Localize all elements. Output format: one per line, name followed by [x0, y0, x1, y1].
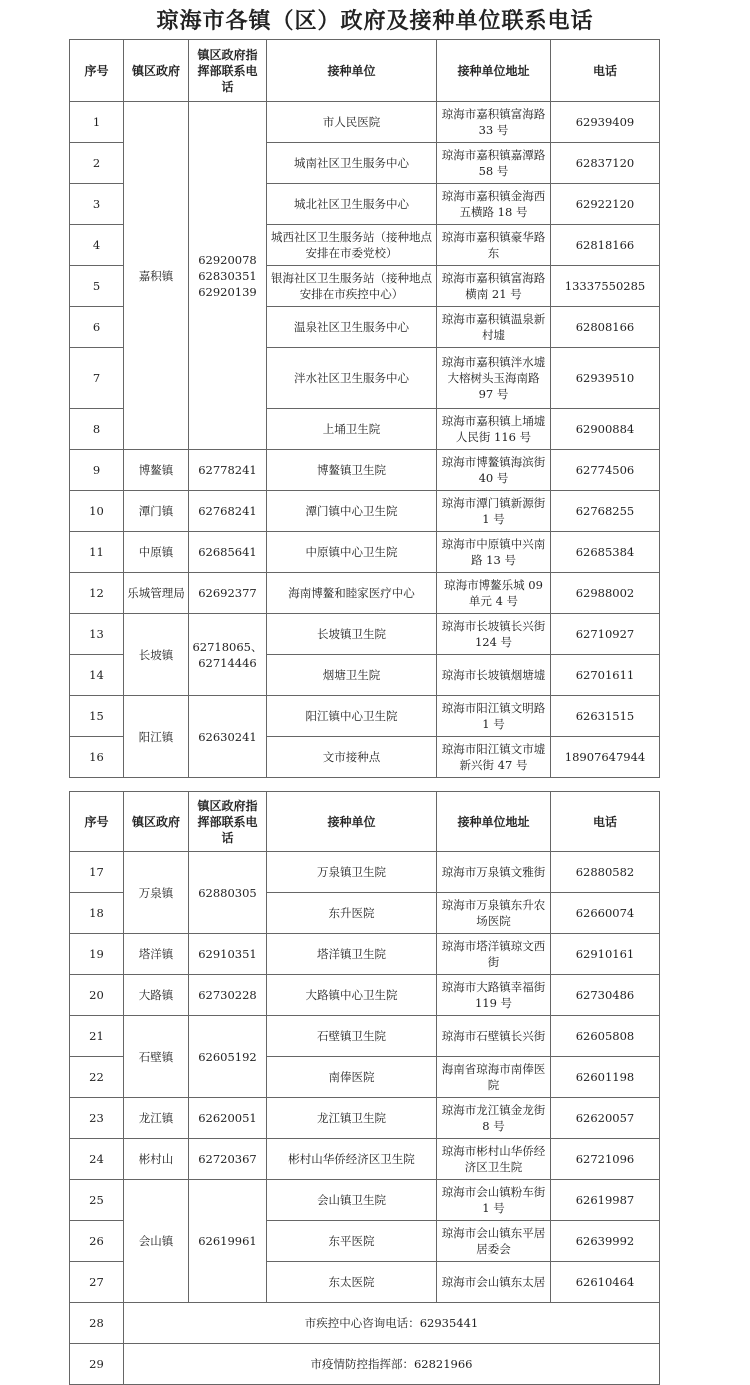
seq-cell: 23	[70, 1098, 124, 1139]
table-row	[70, 1098, 660, 1139]
unit-cell: 银海社区卫生服务站（接种地点安排在市疾控中心）	[267, 266, 437, 307]
seq-cell: 4	[70, 225, 124, 266]
seq-cell: 14	[70, 655, 124, 696]
unit-cell: 大路镇中心卫生院	[267, 975, 437, 1016]
address-cell: 琼海市嘉积镇嘉潭路 58 号	[437, 143, 551, 184]
town-cell: 长坡镇	[124, 614, 189, 696]
town-cell: 彬村山	[124, 1139, 189, 1180]
address-cell: 琼海市嘉积镇上埇墟人民街 116 号	[437, 409, 551, 450]
header-unit: 接种单位	[267, 792, 437, 852]
unit-cell: 万泉镇卫生院	[267, 852, 437, 893]
seq-cell: 26	[70, 1221, 124, 1262]
page-title: 琼海市各镇（区）政府及接种单位联系电话	[156, 9, 594, 34]
town-cell: 大路镇	[124, 975, 189, 1016]
unit-cell: 市人民医院	[267, 102, 437, 143]
phone-cell: 62721096	[551, 1139, 660, 1180]
seq-cell: 28	[70, 1303, 124, 1344]
command-phone-cell: 62778241	[189, 450, 267, 491]
header-gov: 镇区政府	[124, 40, 189, 102]
seq-cell: 22	[70, 1057, 124, 1098]
unit-cell: 文市接种点	[267, 737, 437, 778]
seq-cell: 12	[70, 573, 124, 614]
phone-cell: 62837120	[551, 143, 660, 184]
phone-cell: 62619987	[551, 1180, 660, 1221]
command-phone-cell: 62630241	[189, 696, 267, 778]
table-row	[70, 614, 660, 655]
seq-cell: 13	[70, 614, 124, 655]
table-row	[70, 975, 660, 1016]
address-cell: 琼海市嘉积镇温泉新村墟	[437, 307, 551, 348]
unit-cell: 城南社区卫生服务中心	[267, 143, 437, 184]
table-row	[70, 696, 660, 737]
seq-cell: 5	[70, 266, 124, 307]
address-cell: 琼海市嘉积镇富海路 33 号	[437, 102, 551, 143]
unit-cell: 东平医院	[267, 1221, 437, 1262]
phone-cell: 62701611	[551, 655, 660, 696]
seq-cell: 19	[70, 934, 124, 975]
table-row	[70, 852, 660, 893]
phone-cell: 62774506	[551, 450, 660, 491]
address-cell: 琼海市中原镇中兴南路 13 号	[437, 532, 551, 573]
address-cell: 琼海市长坡镇长兴街 124 号	[437, 614, 551, 655]
seq-cell: 16	[70, 737, 124, 778]
phone-cell: 62601198	[551, 1057, 660, 1098]
phone-cell: 62710927	[551, 614, 660, 655]
seq-cell: 9	[70, 450, 124, 491]
table-row	[70, 1139, 660, 1180]
town-cell: 会山镇	[124, 1180, 189, 1303]
seq-cell: 3	[70, 184, 124, 225]
command-phone-cell: 62910351	[189, 934, 267, 975]
address-cell: 琼海市龙江镇金龙街 8 号	[437, 1098, 551, 1139]
seq-cell: 15	[70, 696, 124, 737]
seq-cell: 29	[70, 1344, 124, 1385]
phone-cell: 62988002	[551, 573, 660, 614]
footer-text-cell: 市疫情防控指挥部：62821966	[124, 1344, 660, 1385]
header-row	[70, 792, 660, 852]
command-phone-cell: 62718065、62714446	[189, 614, 267, 696]
address-cell: 海南省琼海市南俸医院	[437, 1057, 551, 1098]
address-cell: 琼海市万泉镇东升农场医院	[437, 893, 551, 934]
address-cell: 琼海市嘉积镇金海西五横路 18 号	[437, 184, 551, 225]
seq-cell: 8	[70, 409, 124, 450]
address-cell: 琼海市嘉积镇泮水墟大榕树头玉海南路 97 号	[437, 348, 551, 409]
phone-cell: 62939409	[551, 102, 660, 143]
address-cell: 琼海市彬村山华侨经济区卫生院	[437, 1139, 551, 1180]
unit-cell: 潭门镇中心卫生院	[267, 491, 437, 532]
table-row	[70, 934, 660, 975]
command-phone-cell: 62605192	[189, 1016, 267, 1098]
seq-cell: 25	[70, 1180, 124, 1221]
phone-cell: 62631515	[551, 696, 660, 737]
command-phone-cell: 62685641	[189, 532, 267, 573]
phone-cell: 62818166	[551, 225, 660, 266]
unit-cell: 烟塘卫生院	[267, 655, 437, 696]
command-phone-cell: 62880305	[189, 852, 267, 934]
address-cell: 琼海市阳江镇文明路 1 号	[437, 696, 551, 737]
unit-cell: 海南博鳌和睦家医疗中心	[267, 573, 437, 614]
command-phone-cell: 62920078 62830351 62920139	[189, 102, 267, 450]
phone-cell: 62910161	[551, 934, 660, 975]
address-cell: 琼海市塔洋镇琼文西街	[437, 934, 551, 975]
phone-cell: 62639992	[551, 1221, 660, 1262]
address-cell: 琼海市会山镇粉车街 1 号	[437, 1180, 551, 1221]
table-row	[70, 1180, 660, 1221]
seq-cell: 2	[70, 143, 124, 184]
phone-cell: 13337550285	[551, 266, 660, 307]
address-cell: 琼海市阳江镇文市墟新兴街 47 号	[437, 737, 551, 778]
table-row	[70, 573, 660, 614]
phone-cell: 62660074	[551, 893, 660, 934]
footer-text-cell: 市疾控中心咨询电话：62935441	[124, 1303, 660, 1344]
seq-cell: 7	[70, 348, 124, 409]
unit-cell: 上埇卫生院	[267, 409, 437, 450]
unit-cell: 博鳌镇卫生院	[267, 450, 437, 491]
unit-cell: 彬村山华侨经济区卫生院	[267, 1139, 437, 1180]
phone-cell: 62620057	[551, 1098, 660, 1139]
unit-cell: 塔洋镇卫生院	[267, 934, 437, 975]
contact-table-part-1	[69, 39, 660, 778]
table-row	[70, 102, 660, 143]
unit-cell: 泮水社区卫生服务中心	[267, 348, 437, 409]
address-cell: 琼海市博鳌镇海滨街 40 号	[437, 450, 551, 491]
header-row	[70, 40, 660, 102]
footer-row	[70, 1303, 660, 1344]
town-cell: 嘉积镇	[124, 102, 189, 450]
phone-cell: 62605808	[551, 1016, 660, 1057]
command-phone-cell: 62768241	[189, 491, 267, 532]
address-cell: 琼海市会山镇东太居	[437, 1262, 551, 1303]
table-row	[70, 532, 660, 573]
phone-cell: 62900884	[551, 409, 660, 450]
unit-cell: 龙江镇卫生院	[267, 1098, 437, 1139]
phone-cell: 62610464	[551, 1262, 660, 1303]
command-phone-cell: 62619961	[189, 1180, 267, 1303]
seq-cell: 21	[70, 1016, 124, 1057]
header-unit: 接种单位	[267, 40, 437, 102]
header-address: 接种单位地址	[437, 792, 551, 852]
table-row	[70, 1016, 660, 1057]
header-address: 接种单位地址	[437, 40, 551, 102]
command-phone-cell: 62692377	[189, 573, 267, 614]
header-gov: 镇区政府	[124, 792, 189, 852]
phone-cell: 62939510	[551, 348, 660, 409]
table-row	[70, 450, 660, 491]
address-cell: 琼海市大路镇幸福街 119 号	[437, 975, 551, 1016]
town-cell: 龙江镇	[124, 1098, 189, 1139]
unit-cell: 东升医院	[267, 893, 437, 934]
seq-cell: 6	[70, 307, 124, 348]
command-phone-cell: 62730228	[189, 975, 267, 1016]
command-phone-cell: 62620051	[189, 1098, 267, 1139]
unit-cell: 城北社区卫生服务中心	[267, 184, 437, 225]
phone-cell: 62922120	[551, 184, 660, 225]
address-cell: 琼海市嘉积镇豪华路东	[437, 225, 551, 266]
address-cell: 琼海市潭门镇新源街 1 号	[437, 491, 551, 532]
unit-cell: 长坡镇卫生院	[267, 614, 437, 655]
phone-cell: 62730486	[551, 975, 660, 1016]
town-cell: 塔洋镇	[124, 934, 189, 975]
phone-cell: 18907647944	[551, 737, 660, 778]
header-seq: 序号	[70, 40, 124, 102]
footer-row	[70, 1344, 660, 1385]
unit-cell: 中原镇中心卫生院	[267, 532, 437, 573]
phone-cell: 62685384	[551, 532, 660, 573]
address-cell: 琼海市嘉积镇富海路横南 21 号	[437, 266, 551, 307]
town-cell: 乐城管理局	[124, 573, 189, 614]
header-seq: 序号	[70, 792, 124, 852]
table-row	[70, 491, 660, 532]
command-phone-cell: 62720367	[189, 1139, 267, 1180]
seq-cell: 17	[70, 852, 124, 893]
town-cell: 潭门镇	[124, 491, 189, 532]
address-cell: 琼海市长坡镇烟塘墟	[437, 655, 551, 696]
address-cell: 琼海市会山镇东平居居委会	[437, 1221, 551, 1262]
town-cell: 阳江镇	[124, 696, 189, 778]
seq-cell: 10	[70, 491, 124, 532]
header-phone: 电话	[551, 792, 660, 852]
address-cell: 琼海市博鳌乐城 09 单元 4 号	[437, 573, 551, 614]
seq-cell: 18	[70, 893, 124, 934]
town-cell: 石壁镇	[124, 1016, 189, 1098]
header-command: 镇区政府指挥部联系电话	[189, 792, 267, 852]
header-phone: 电话	[551, 40, 660, 102]
town-cell: 博鳌镇	[124, 450, 189, 491]
address-cell: 琼海市石壁镇长兴街	[437, 1016, 551, 1057]
unit-cell: 城西社区卫生服务站（接种地点安排在市委党校）	[267, 225, 437, 266]
unit-cell: 会山镇卫生院	[267, 1180, 437, 1221]
unit-cell: 温泉社区卫生服务中心	[267, 307, 437, 348]
address-cell: 琼海市万泉镇文雅街	[437, 852, 551, 893]
header-command: 镇区政府指挥部联系电话	[189, 40, 267, 102]
seq-cell: 11	[70, 532, 124, 573]
seq-cell: 20	[70, 975, 124, 1016]
seq-cell: 1	[70, 102, 124, 143]
phone-cell: 62880582	[551, 852, 660, 893]
unit-cell: 阳江镇中心卫生院	[267, 696, 437, 737]
unit-cell: 东太医院	[267, 1262, 437, 1303]
seq-cell: 27	[70, 1262, 124, 1303]
town-cell: 万泉镇	[124, 852, 189, 934]
phone-cell: 62808166	[551, 307, 660, 348]
phone-cell: 62768255	[551, 491, 660, 532]
town-cell: 中原镇	[124, 532, 189, 573]
contact-table-part-2	[69, 791, 660, 1385]
seq-cell: 24	[70, 1139, 124, 1180]
unit-cell: 石壁镇卫生院	[267, 1016, 437, 1057]
unit-cell: 南俸医院	[267, 1057, 437, 1098]
